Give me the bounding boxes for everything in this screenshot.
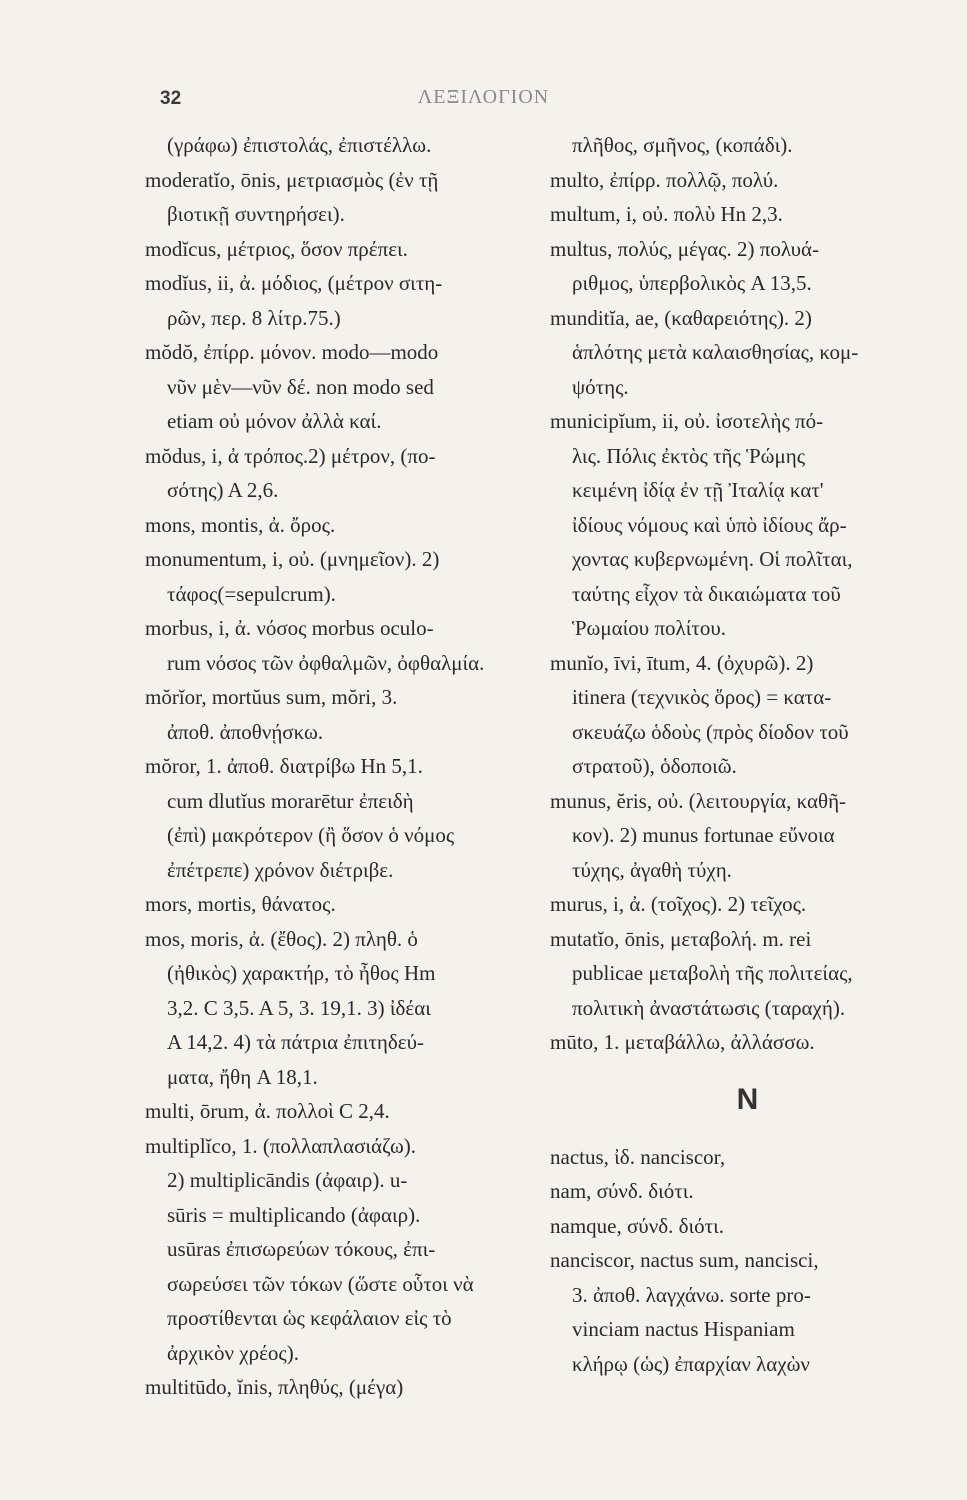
entry-headword-line: multum, i, οὐ. πολὺ Hn 2,3.	[550, 202, 783, 226]
entry-continuation-line: προστίθενται ὡς κεφάλαιον εἰς τὸ	[167, 1306, 452, 1330]
entry-headword-line: mutatĭo, ōnis, μεταβολή. m. rei	[550, 926, 812, 951]
entry-continuation-line: (ἐπὶ) μακρότερον (ἢ ὅσον ὁ νόμος	[167, 823, 455, 847]
entry-continuation-line: 3,2. C 3,5. A 5, 3. 19,1. 3) ἰδέαι	[167, 995, 431, 1020]
entry-continuation-line: χοντας κυβερνωμένη. Οἱ πολῖται,	[572, 547, 853, 571]
entry-continuation-line: rum νόσος τῶν ὀφθαλμῶν, ὀφθαλμία.	[167, 650, 485, 675]
entry-continuation-line: ταύτης εἶχον τὰ δικαιώματα τοῦ	[572, 581, 841, 606]
entry-continuation-line: κον). 2) munus fortunae εὔνοια	[572, 823, 835, 847]
right-column-n-entries	[550, 1140, 945, 1382]
entry-headword-line: multus, πολύς, μέγας. 2) πολυά-	[550, 236, 820, 261]
entry-headword-line: mos, moris, ἀ. (ἔθος). 2) πληθ. ὁ	[145, 926, 418, 951]
entry-continuation-line: (ἠθικὸς) χαρακτήρ, τὸ ἦθος Hm	[167, 961, 436, 985]
entry-continuation-line: usūras ἐπισωρεύων τόκους, ἐπι-	[167, 1237, 436, 1261]
entry-continuation-line: A 14,2. 4) τὰ πάτρια ἐπιτηδεύ-	[167, 1030, 424, 1054]
entry-continuation-line: πλῆθος, σμῆνος, (κοπάδι).	[572, 133, 793, 157]
running-head: ΛΕΞΙΛΟΓΙΟΝ	[417, 86, 550, 108]
entry-continuation-line: etiam οὐ μόνον ἀλλὰ καί.	[167, 409, 382, 433]
entry-continuation-line: ρῶν, περ. 8 λίτρ.75.)	[167, 305, 341, 330]
entry-continuation-line: τύχης, ἀγαθὴ τύχη.	[572, 857, 732, 882]
right-column-m-entries	[550, 128, 945, 1060]
entry-continuation-line: ἐπέτρεπε) χρόνον διέτριβε.	[167, 857, 394, 882]
entry-headword-line: nam, σύνδ. διότι.	[550, 1179, 694, 1203]
entry-continuation-line: ἀρχικὸν χρέος).	[167, 1340, 299, 1365]
entry-continuation-line: σότης) Α 2,6.	[167, 478, 279, 502]
entry-continuation-line: Ῥωμαίου πολίτου.	[572, 616, 726, 640]
entry-headword-line: mŏror, 1. ἀποθ. διατρίβω Hn 5,1.	[145, 754, 423, 778]
entry-continuation-line: λις. Πόλις ἐκτὸς τῆς Ῥώμης	[572, 443, 806, 468]
page-number: 32	[160, 88, 182, 109]
entry-headword-line: mŏdus, i, ἀ τρόπος.2) μέτρον, (πο-	[145, 443, 436, 468]
entry-continuation-line: σωρεύσει τῶν τόκων (ὥστε οὗτοι νὰ	[167, 1271, 474, 1296]
entry-headword-line: multitūdo, ĭnis, πληθύς, (μέγα)	[145, 1375, 404, 1399]
entry-headword-line: morbus, i, ἀ. νόσος morbus oculo-	[145, 616, 434, 640]
left-column	[145, 128, 540, 1405]
entry-headword-line: multo, ἐπίρρ. πολλῷ, πολύ.	[550, 167, 779, 192]
entry-continuation-line: βιοτικῇ συντηρήσει).	[167, 202, 345, 226]
entry-headword-line: namque, σύνδ. διότι.	[550, 1213, 724, 1238]
entry-headword-line: modĭcus, μέτριος, ὅσον πρέπει.	[145, 236, 408, 261]
entry-continuation-line: ἁπλότης μετὰ καλαισθησίας, κομ-	[572, 340, 859, 364]
entry-continuation-line: (γράφω) ἐπιστολάς, ἐπιστέλλω.	[167, 133, 432, 157]
entry-headword-line: mŏrĭor, mortŭus sum, mŏri, 3.	[145, 685, 398, 709]
entry-continuation-line: itinera (τεχνικὸς ὅρος) = κατα-	[572, 685, 832, 709]
entry-continuation-line: vinciam nactus Hispaniam	[572, 1317, 795, 1341]
entry-continuation-line: publicae μεταβολὴ τῆς πολιτείας,	[572, 961, 853, 985]
entry-headword-line: modĭus, ii, ἀ. μόδιος, (μέτρον σιτη-	[145, 271, 443, 295]
section-letter: N	[736, 1082, 759, 1116]
entry-continuation-line: τάφος(=sepulcrum).	[167, 581, 336, 606]
entry-continuation-line: κειμένη ἰδίᾳ ἐν τῇ Ἰταλίᾳ κατ'	[572, 478, 824, 502]
entry-continuation-line: νῦν μὲν—νῦν δέ. non modo sed	[167, 374, 434, 399]
right-column	[550, 128, 945, 1381]
entry-continuation-line: 2) multiplicāndis (ἀφαιρ). u-	[167, 1168, 408, 1192]
entry-headword-line: nanciscor, nactus sum, nancisci,	[550, 1248, 819, 1272]
entry-continuation-line: ψότης.	[572, 374, 629, 399]
entry-headword-line: murus, i, ἀ. (τοῖχος). 2) τεῖχος.	[550, 892, 807, 916]
entry-headword-line: munus, ĕris, οὐ. (λειτουργία, καθῆ-	[550, 788, 847, 813]
entry-continuation-line: ριθμος, ὑπερβολικὸς A 13,5.	[572, 271, 812, 295]
entry-headword-line: mŏdŏ, ἐπίρρ. μόνον. modo—modo	[145, 340, 439, 364]
entry-headword-line: munditĭa, ae, (καθαρειότης). 2)	[550, 305, 812, 330]
entry-headword-line: multi, ōrum, ἀ. πολλοὶ C 2,4.	[145, 1099, 390, 1123]
entry-continuation-line: 3. ἀποθ. λαγχάνω. sorte pro-	[572, 1282, 811, 1307]
entry-continuation-line: ἰδίους νόμους καὶ ὑπὸ ἰδίους ἄρ-	[572, 512, 847, 537]
entry-headword-line: mūto, 1. μεταβάλλω, ἀλλάσσω.	[550, 1030, 815, 1054]
entry-headword-line: nactus, ἰδ. nanciscor,	[550, 1144, 726, 1169]
entry-continuation-line: πολιτικὴ ἀναστάτωσις (ταραχή).	[572, 995, 846, 1020]
entry-continuation-line: ματα, ἤθη A 18,1.	[167, 1064, 318, 1089]
entry-continuation-line: cum dlutĭus morarētur ἐπειδὴ	[167, 788, 414, 813]
entry-headword-line: mons, montis, ἀ. ὄρος.	[145, 512, 336, 537]
entry-continuation-line: σκευάζω ὁδοὺς (πρὸς δίοδον τοῦ	[572, 719, 849, 744]
entry-headword-line: monumentum, i, οὐ. (μνημεῖον). 2)	[145, 547, 440, 571]
entry-continuation-line: ἀποθ. ἀποθνῄσκω.	[167, 719, 324, 744]
page-header	[0, 86, 967, 118]
entry-headword-line: municipĭum, ii, οὐ. ἰσοτελὴς πό-	[550, 409, 824, 433]
entry-continuation-line: sūris = multiplicando (ἀφαιρ).	[167, 1202, 421, 1227]
entry-headword-line: multiplĭco, 1. (πολλαπλασιάζω).	[145, 1133, 417, 1158]
entry-continuation-line: στρατοῦ), ὁδοποιῶ.	[572, 754, 737, 778]
entry-headword-line: moderatĭo, ōnis, μετριασμὸς (ἐν τῇ	[145, 167, 439, 192]
entry-continuation-line: κλήρῳ (ὡς) ἐπαρχίαν λαχὼν	[572, 1351, 810, 1376]
entry-headword-line: mors, mortis, θάνατος.	[145, 892, 336, 916]
entry-headword-line: munĭo, īvi, ītum, 4. (ὀχυρῶ). 2)	[550, 650, 814, 675]
